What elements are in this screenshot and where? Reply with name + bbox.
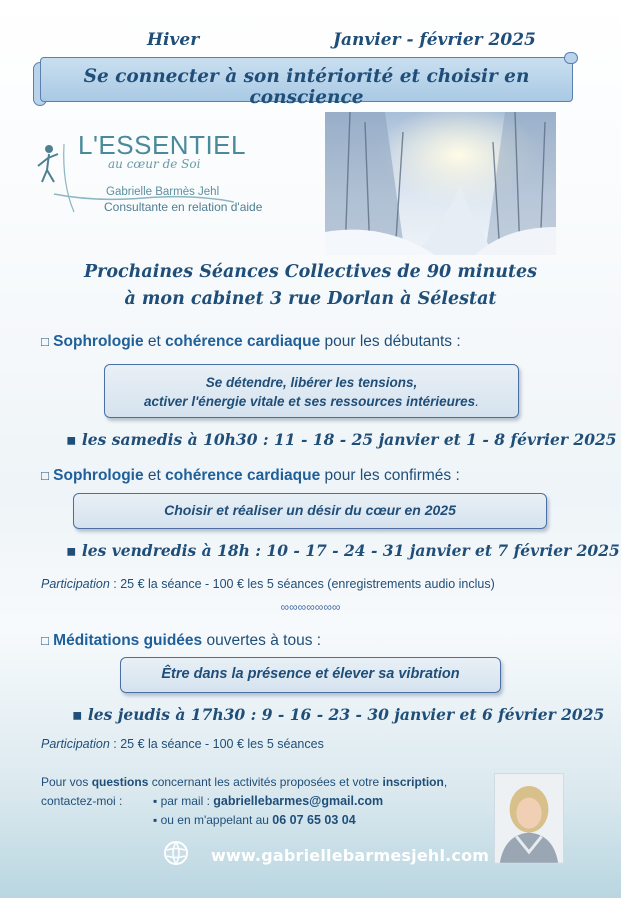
banner-curl-right [564, 52, 578, 64]
connector-text: et [143, 467, 166, 484]
checkbox-marker: □ [41, 334, 49, 349]
participation-fees-2 [41, 737, 324, 751]
meditation-label: Méditations guidées [53, 632, 203, 649]
beginners-theme-line1: Se détendre, libérer les tensions, [205, 375, 418, 390]
portrait-photo [494, 773, 564, 864]
checkbox-marker: □ [41, 633, 49, 648]
inscription-label: inscription [382, 775, 444, 789]
phone-link[interactable]: 06 07 65 03 04 [272, 813, 356, 827]
sophrology-label: Sophrologie [53, 333, 144, 350]
participation-label: Participation [41, 737, 110, 751]
sophrology-label: Sophrologie [53, 467, 144, 484]
beginners-dates: ▪ les samedis à 10h30 : 11 - 18 - 25 janvier et 1 - 8 février 2025 [66, 430, 617, 449]
beginners-theme-line2: activer l'énergie vitale et ses ressources intérieures. [144, 394, 479, 409]
beginners-theme-box [104, 364, 519, 418]
participation-text: : 25 € la séance - 100 € les 5 séances [109, 737, 324, 751]
cardiac-coherence-label: cohérence cardiaque [165, 467, 321, 484]
contact-intro: Pour vos questions concernant les activités proposées et votre inscription, [41, 775, 448, 789]
logo-title: L'ESSENTIEL [78, 130, 246, 160]
confirmed-theme-box: Choisir et réaliser un désir du cœur en 2025 [73, 493, 547, 529]
period-label: Janvier - février 2025 [333, 30, 536, 50]
participation-fees-1 [41, 577, 495, 591]
participation-text: : 25 € la séance - 100 € les 5 séances (enregistrements audio inclus) [109, 577, 495, 591]
section-meditation-title [41, 632, 321, 650]
contact-label: contactez-moi : [41, 794, 123, 808]
winter-forest-photo [325, 112, 556, 255]
globe-icon [163, 840, 189, 866]
infinity-separator: ∞∞∞∞∞∞∞ [280, 600, 341, 614]
audience-text: ouvertes à tous : [202, 632, 322, 649]
participation-label: Participation [41, 577, 110, 591]
cardiac-coherence-label: cohérence cardiaque [165, 333, 321, 350]
logo-subtitle: au cœur de Soi [108, 157, 201, 171]
checkbox-marker: □ [41, 468, 49, 483]
logo-role: Consultante en relation d'aide [104, 200, 263, 214]
section-beginners-title [41, 333, 461, 351]
connector-text: et [143, 333, 166, 350]
questions-label: questions [91, 775, 149, 789]
confirmed-dates: ▪ les vendredis à 18h : 10 - 17 - 24 - 31 janvier et 7 février 2025 [66, 541, 620, 560]
contact-phone-line: ▪ ou en m'appelant au 06 07 65 03 04 [153, 813, 356, 827]
email-link[interactable]: gabriellebarmes@gmail.com [213, 794, 384, 808]
audience-text: pour les confirmés : [320, 467, 460, 484]
meditation-dates: ▪ les jeudis à 17h30 : 9 - 16 - 23 - 30 janvier et 6 février 2025 [72, 705, 605, 724]
website-link[interactable]: www.gabriellebarmesjehl.com [211, 846, 490, 865]
audience-text: pour les débutants : [320, 333, 461, 350]
banner-title: Se connecter à son intériorité et choisir en conscience [83, 66, 530, 108]
logo-name: Gabrielle Barmès Jehl [106, 186, 220, 198]
contact-mail-line: ▪ par mail : gabriellebarmes@gmail.com [153, 794, 384, 808]
sessions-heading-line1: Prochaines Séances Collectives de 90 minutes [83, 262, 538, 282]
meditation-theme-box: Être dans la présence et élever sa vibration [120, 657, 501, 693]
section-confirmed-title [41, 467, 460, 485]
season-label: Hiver [147, 30, 200, 50]
sessions-heading-line2: à mon cabinet 3 rue Dorlan à Sélestat [124, 289, 497, 309]
